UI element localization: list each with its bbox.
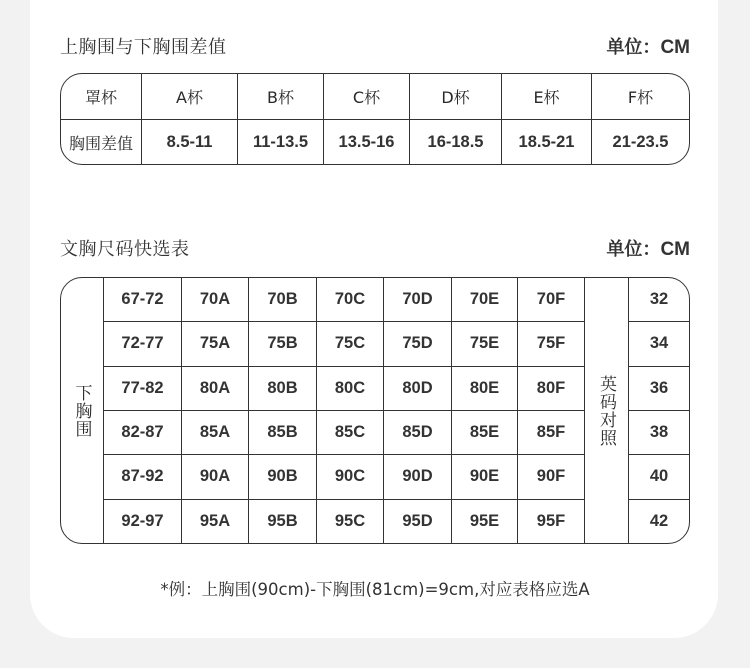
difference-value-a: 8.5-11 xyxy=(141,120,237,165)
size-cell-c3-2: 80D xyxy=(384,366,451,410)
size-col-d xyxy=(383,278,451,543)
cup-header-e: E杯 xyxy=(501,74,591,119)
size-cell-c4-4: 90E xyxy=(452,454,517,498)
size-col-a xyxy=(181,278,248,543)
size-cell-c4-5: 95E xyxy=(452,499,517,543)
size-cell-c5-4: 90F xyxy=(518,454,584,498)
size-cell-c2-1: 75C xyxy=(317,321,383,365)
size-cell-c0-1: 75A xyxy=(182,321,248,365)
size-cell-c1-3: 85B xyxy=(249,410,316,454)
size-cell-c5-5: 95F xyxy=(518,499,584,543)
difference-row-label: 胸围差值 xyxy=(68,134,133,153)
underbust-range-2: 77-82 xyxy=(104,366,181,410)
size-col-b xyxy=(248,278,316,543)
size-cell-c0-0: 70A xyxy=(199,290,231,309)
underbust-range-1: 72-77 xyxy=(104,321,181,365)
uk-size-5: 42 xyxy=(629,499,689,543)
cup-header-b: B杯 xyxy=(237,74,323,119)
size-cell-c2-0: 70C xyxy=(334,290,366,309)
size-col-e xyxy=(451,278,517,543)
example-note: *例：上胸围(90cm)-下胸围(81cm)=9cm,对应表格应选A xyxy=(160,580,590,599)
cup-header-label: 罩杯 xyxy=(84,88,117,107)
cup-header-d: D杯 xyxy=(409,74,501,119)
uk-size-2: 36 xyxy=(629,366,689,410)
size-cell-c4-2: 80E xyxy=(452,366,517,410)
size-cell-c3-4: 90D xyxy=(384,454,451,498)
uk-size-col xyxy=(628,278,689,543)
size-cell-c4-0: 70E xyxy=(469,290,500,309)
underbust-range-3: 82-87 xyxy=(104,410,181,454)
cup-header-a: A杯 xyxy=(141,74,237,119)
size-cell-c1-1: 75B xyxy=(249,321,316,365)
size-cell-c4-3: 85E xyxy=(452,410,517,454)
size-cell-c0-4: 90A xyxy=(182,454,248,498)
size-cell-c2-5: 95C xyxy=(317,499,383,543)
underbust-range-4: 87-92 xyxy=(104,454,181,498)
cup-header-row xyxy=(61,74,689,119)
unit-label-2: 单位：CM xyxy=(606,239,690,260)
difference-value-f: 21-23.5 xyxy=(591,120,689,165)
cup-difference-row xyxy=(61,119,689,165)
size-cell-c1-4: 90B xyxy=(249,454,316,498)
underbust-range-0: 67-72 xyxy=(121,290,164,309)
difference-value-c: 13.5-16 xyxy=(323,120,409,165)
size-cell-c2-3: 85C xyxy=(317,410,383,454)
underbust-label: 下胸围 xyxy=(71,383,92,438)
size-cell-c5-2: 80F xyxy=(518,366,584,410)
cup-header-f: F杯 xyxy=(591,74,689,119)
cup-difference-title: 上胸围与下胸围差值 xyxy=(60,37,227,58)
difference-value-b: 11-13.5 xyxy=(237,120,323,165)
uk-size-0: 32 xyxy=(649,290,669,309)
size-chart-title: 文胸尺码快选表 xyxy=(60,239,190,260)
bra-size-table xyxy=(60,277,690,544)
difference-value-e: 18.5-21 xyxy=(501,120,591,165)
size-cell-c5-3: 85F xyxy=(518,410,584,454)
range-col xyxy=(103,278,181,543)
underbust-label-col xyxy=(61,278,103,543)
size-cell-c0-2: 80A xyxy=(182,366,248,410)
size-cell-c0-5: 95A xyxy=(182,499,248,543)
size-cell-c1-2: 80B xyxy=(249,366,316,410)
size-cell-c3-0: 70D xyxy=(402,290,433,309)
uk-size-3: 38 xyxy=(629,410,689,454)
size-cell-c4-1: 75E xyxy=(452,321,517,365)
difference-value-d: 16-18.5 xyxy=(409,120,501,165)
cup-header-c: C杯 xyxy=(323,74,409,119)
size-col-f xyxy=(517,278,584,543)
size-cell-c5-0: 70F xyxy=(536,290,566,309)
cup-difference-table xyxy=(60,73,690,165)
uk-size-4: 40 xyxy=(629,454,689,498)
unit-label-1: 单位：CM xyxy=(606,37,690,58)
size-cell-c2-2: 80C xyxy=(317,366,383,410)
size-cell-c3-5: 95D xyxy=(384,499,451,543)
size-cell-c5-1: 75F xyxy=(518,321,584,365)
size-cell-c3-1: 75D xyxy=(384,321,451,365)
size-cell-c0-3: 85A xyxy=(182,410,248,454)
size-cell-c1-0: 70B xyxy=(267,290,298,309)
underbust-range-5: 92-97 xyxy=(104,499,181,543)
uk-size-label: 英码对照 xyxy=(596,374,616,447)
size-col-c xyxy=(316,278,383,543)
uk-label-col xyxy=(584,278,628,543)
size-cell-c2-4: 90C xyxy=(317,454,383,498)
uk-size-1: 34 xyxy=(629,321,689,365)
size-cell-c1-5: 95B xyxy=(249,499,316,543)
size-cell-c3-3: 85D xyxy=(384,410,451,454)
